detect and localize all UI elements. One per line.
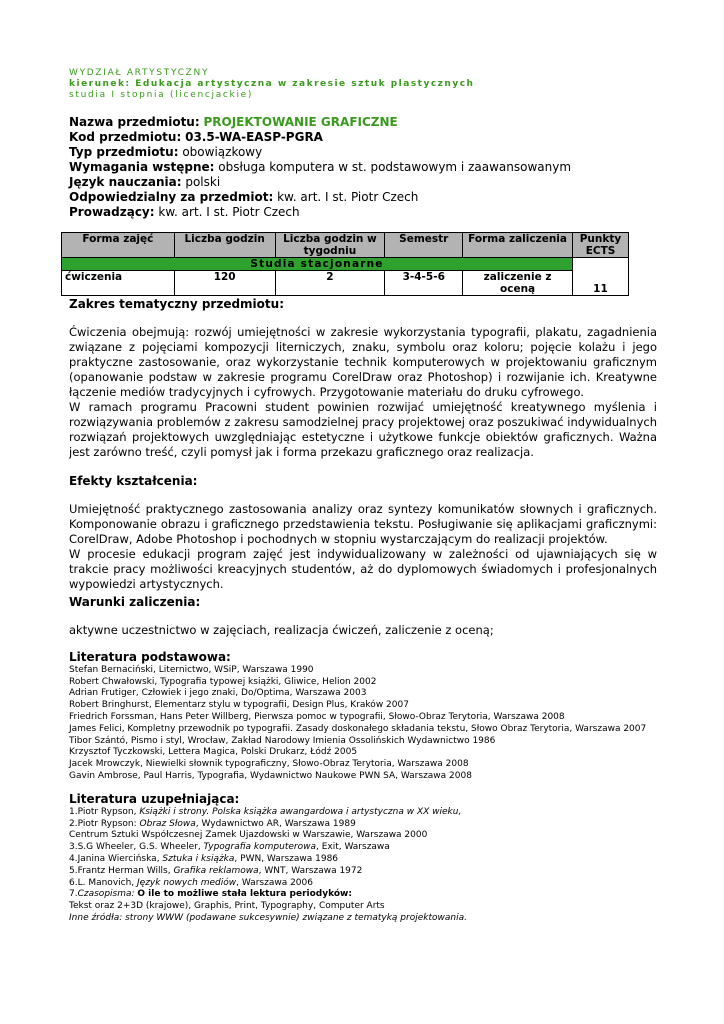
list-item: 2.Piotr Rypson: Obraz Słowa, Wydawnictwo AR, Warszawa 1989: [69, 818, 356, 829]
list-item: 4.Janina Wiercińska, Sztuka i książka, PWN, Warszawa 1986: [69, 853, 339, 864]
table-cell: 120: [174, 271, 275, 296]
scope-paragraph-1: Ćwiczenia obejmują: rozwój umiejętności w zakresie wykorzystania typografii, plakatu, zagadnienia związane z pojęciami kompozycji literniczych, znaku, symbolu oraz koloru; pojęcie kolażu i jego praktyczne zastosowanie, oraz wykorzystanie technik komputerowych w projektowaniu graficznym (opanowanie podstaw w zakresie programu CorelDraw oraz Photoshop) i rozwijanie ich. Kreatywne łączenie mediów tradycyjnych i cyfrowych. Przygotowanie materiału do druku cyfrowego.: [69, 325, 657, 399]
list-item: Robert Bringhurst, Elementarz stylu w typografii, Design Plus, Kraków 2007: [69, 700, 409, 711]
table-row: [62, 271, 629, 296]
col-header: Forma zajęć: [62, 233, 175, 258]
list-item: 1.Piotr Rypson, Książki i strony. Polska książka awangardowa i artystyczna w XX wieku,: [69, 806, 462, 817]
study-mode-band: Studia stacjonarne: [62, 258, 573, 271]
extra-literature-title: Literatura uzupełniająca:: [69, 792, 240, 806]
col-header: Liczba godzin: [174, 233, 275, 258]
table-band-row: [62, 258, 629, 271]
list-item: Tibor Szántó, Pismo i styl, Wrocław, Zakład Narodowy Imienia Ossolińskich Wydawnictwo 1986: [69, 735, 496, 746]
col-header: Forma zaliczenia: [463, 233, 573, 258]
faculty-header: WYDZIAŁ ARTYSTYCZNY: [69, 68, 210, 78]
scope-paragraph-2: W ramach programu Pracowni student powinien rozwijać umiejętność kreatywnego myślenia i rozwiązywania problemów z zakresu samodzielnej pracy projektowej oraz poszukiwać indywidualnych rozwiązań projektowych uwzględniając estetyczne i użytkowe funkcje obiektów graficznych. Ważna jest zarówno treść, czyli pomysł jak i forma przekazu graficznego oraz realizacja.: [69, 400, 657, 459]
course-name: PROJEKTOWANIE GRAFICZNE: [203, 115, 398, 129]
list-item: Adrian Frutiger, Człowiek i jego znaki, Do/Optima, Warszawa 2003: [69, 688, 367, 699]
level-header: studia I stopnia (licencjackie): [69, 90, 254, 100]
basic-literature-title: Literatura podstawowa:: [69, 650, 231, 664]
meta-code: Kod przedmiotu: 03.5-WA-EASP-PGRA: [69, 130, 323, 144]
col-header: Semestr: [385, 233, 463, 258]
meta-language: Język nauczania: polski: [69, 175, 221, 189]
list-item: Inne źródła: strony WWW (podawane sukcesywnie) związane z tematyką projektowania.: [69, 912, 467, 923]
meta-requirements: Wymagania wstępne: obsługa komputera w st. podstawowym i zaawansowanym: [69, 160, 572, 174]
course-table: [61, 232, 629, 296]
list-item: 6.L. Manovich, Język nowych mediów, Warszawa 2006: [69, 877, 313, 888]
table-header-row: [62, 233, 629, 258]
meta-responsible: Odpowiedzialny za przedmiot: kw. art. I st. Piotr Czech: [69, 190, 419, 204]
table-cell: zaliczenie z oceną: [463, 271, 573, 296]
list-item: James Felici, Kompletny przewodnik po typografii. Zasady doskonałego składania tekstu, Słowo Obraz Terytoria, Warszawa 2007: [69, 723, 647, 734]
effects-section: [69, 474, 657, 592]
effects-title: Efekty kształcenia:: [69, 474, 198, 488]
scope-section: [69, 297, 657, 460]
course-meta: [69, 115, 657, 220]
conditions-title: Warunki zaliczenia:: [69, 595, 201, 609]
list-item: Tekst oraz 2+3D (krajowe), Graphis, Print, Typography, Computer Arts: [69, 901, 385, 912]
list-item: Robert Chwałowski, Typografia typowej książki, Gliwice, Helion 2002: [69, 676, 377, 687]
table-cell: 2: [275, 271, 385, 296]
document-page: [65, 68, 657, 923]
effects-paragraph-2: W procesie edukacji program zajęć jest indywidualizowany w zależności od ujawniających się w trakcie pracy możliwości kreacyjnych studentów, aż do dyplomowych świadomych i profesjonalnych wypowiedzi artystycznych.: [69, 547, 657, 591]
list-item: Centrum Sztuki Współczesnej Zamek Ujazdowski w Warszawie, Warszawa 2000: [69, 830, 428, 841]
list-item: Jacek Mrowczyk, Niewielki słownik typograficzny, Słowo-Obraz Terytoria, Warszawa 2008: [69, 759, 469, 770]
list-item: Gavin Ambrose, Paul Harris, Typografia, Wydawnictwo Naukowe PWN SA, Warszawa 2008: [69, 770, 472, 781]
list-item: 7.Czasopisma: O ile to możliwe stała lektura periodyków:: [69, 889, 352, 900]
list-item: 5.Frantz Herman Wills, Grafika reklamowa, WNT, Warszawa 1972: [69, 865, 363, 876]
conditions-section: [69, 595, 657, 638]
basic-literature: [69, 652, 657, 783]
table-cell: 3-4-5-6: [385, 271, 463, 296]
effects-paragraph-1: Umiejętność praktycznego zastosowania analizy oraz syntezy komunikatów słownych i graficznych. Komponowanie obrazu i graficznego przedstawienia tekstu. Posługiwanie się aplikacjami graficznymi: CorelDraw, Adobe Photoshop i pochodnych w stopniu wystarczającym do realizacji projektów.: [69, 502, 657, 546]
ects-value: 11: [572, 258, 628, 296]
meta-lecturer: Prowadzący: kw. art. I st. Piotr Czech: [69, 205, 300, 219]
meta-type: Typ przedmiotu: obowiązkowy: [69, 145, 263, 159]
scope-title: Zakres tematyczny przedmiotu:: [69, 297, 284, 311]
meta-name: Nazwa przedmiotu: PROJEKTOWANIE GRAFICZNE: [69, 115, 398, 129]
conditions-text: aktywne uczestnictwo w zajęciach, realizacja ćwiczeń, zaliczenie z oceną;: [69, 623, 494, 637]
col-header: Punkty ECTS: [572, 233, 628, 258]
table-cell: ćwiczenia: [62, 271, 175, 296]
list-item: Stefan Bernaciński, Liternictwo, WSiP, Warszawa 1990: [69, 664, 314, 675]
list-item: Krzysztof Tyczkowski, Lettera Magica, Polski Drukarz, Łódź 2005: [69, 747, 358, 758]
major-header: kierunek: Edukacja artystyczna w zakresie sztuk plastycznych: [69, 79, 475, 89]
list-item: 3.S.G Wheeler, G.S. Wheeler, Typografia komputerowa, Exit, Warszawa: [69, 842, 390, 853]
list-item: Friedrich Forssman, Hans Peter Willberg, Pierwsza pomoc w typografii, Słowo-Obraz Terytoria, Warszawa 2008: [69, 711, 565, 722]
col-header: Liczba godzin w tygodniu: [275, 233, 385, 258]
extra-literature: [69, 794, 657, 925]
